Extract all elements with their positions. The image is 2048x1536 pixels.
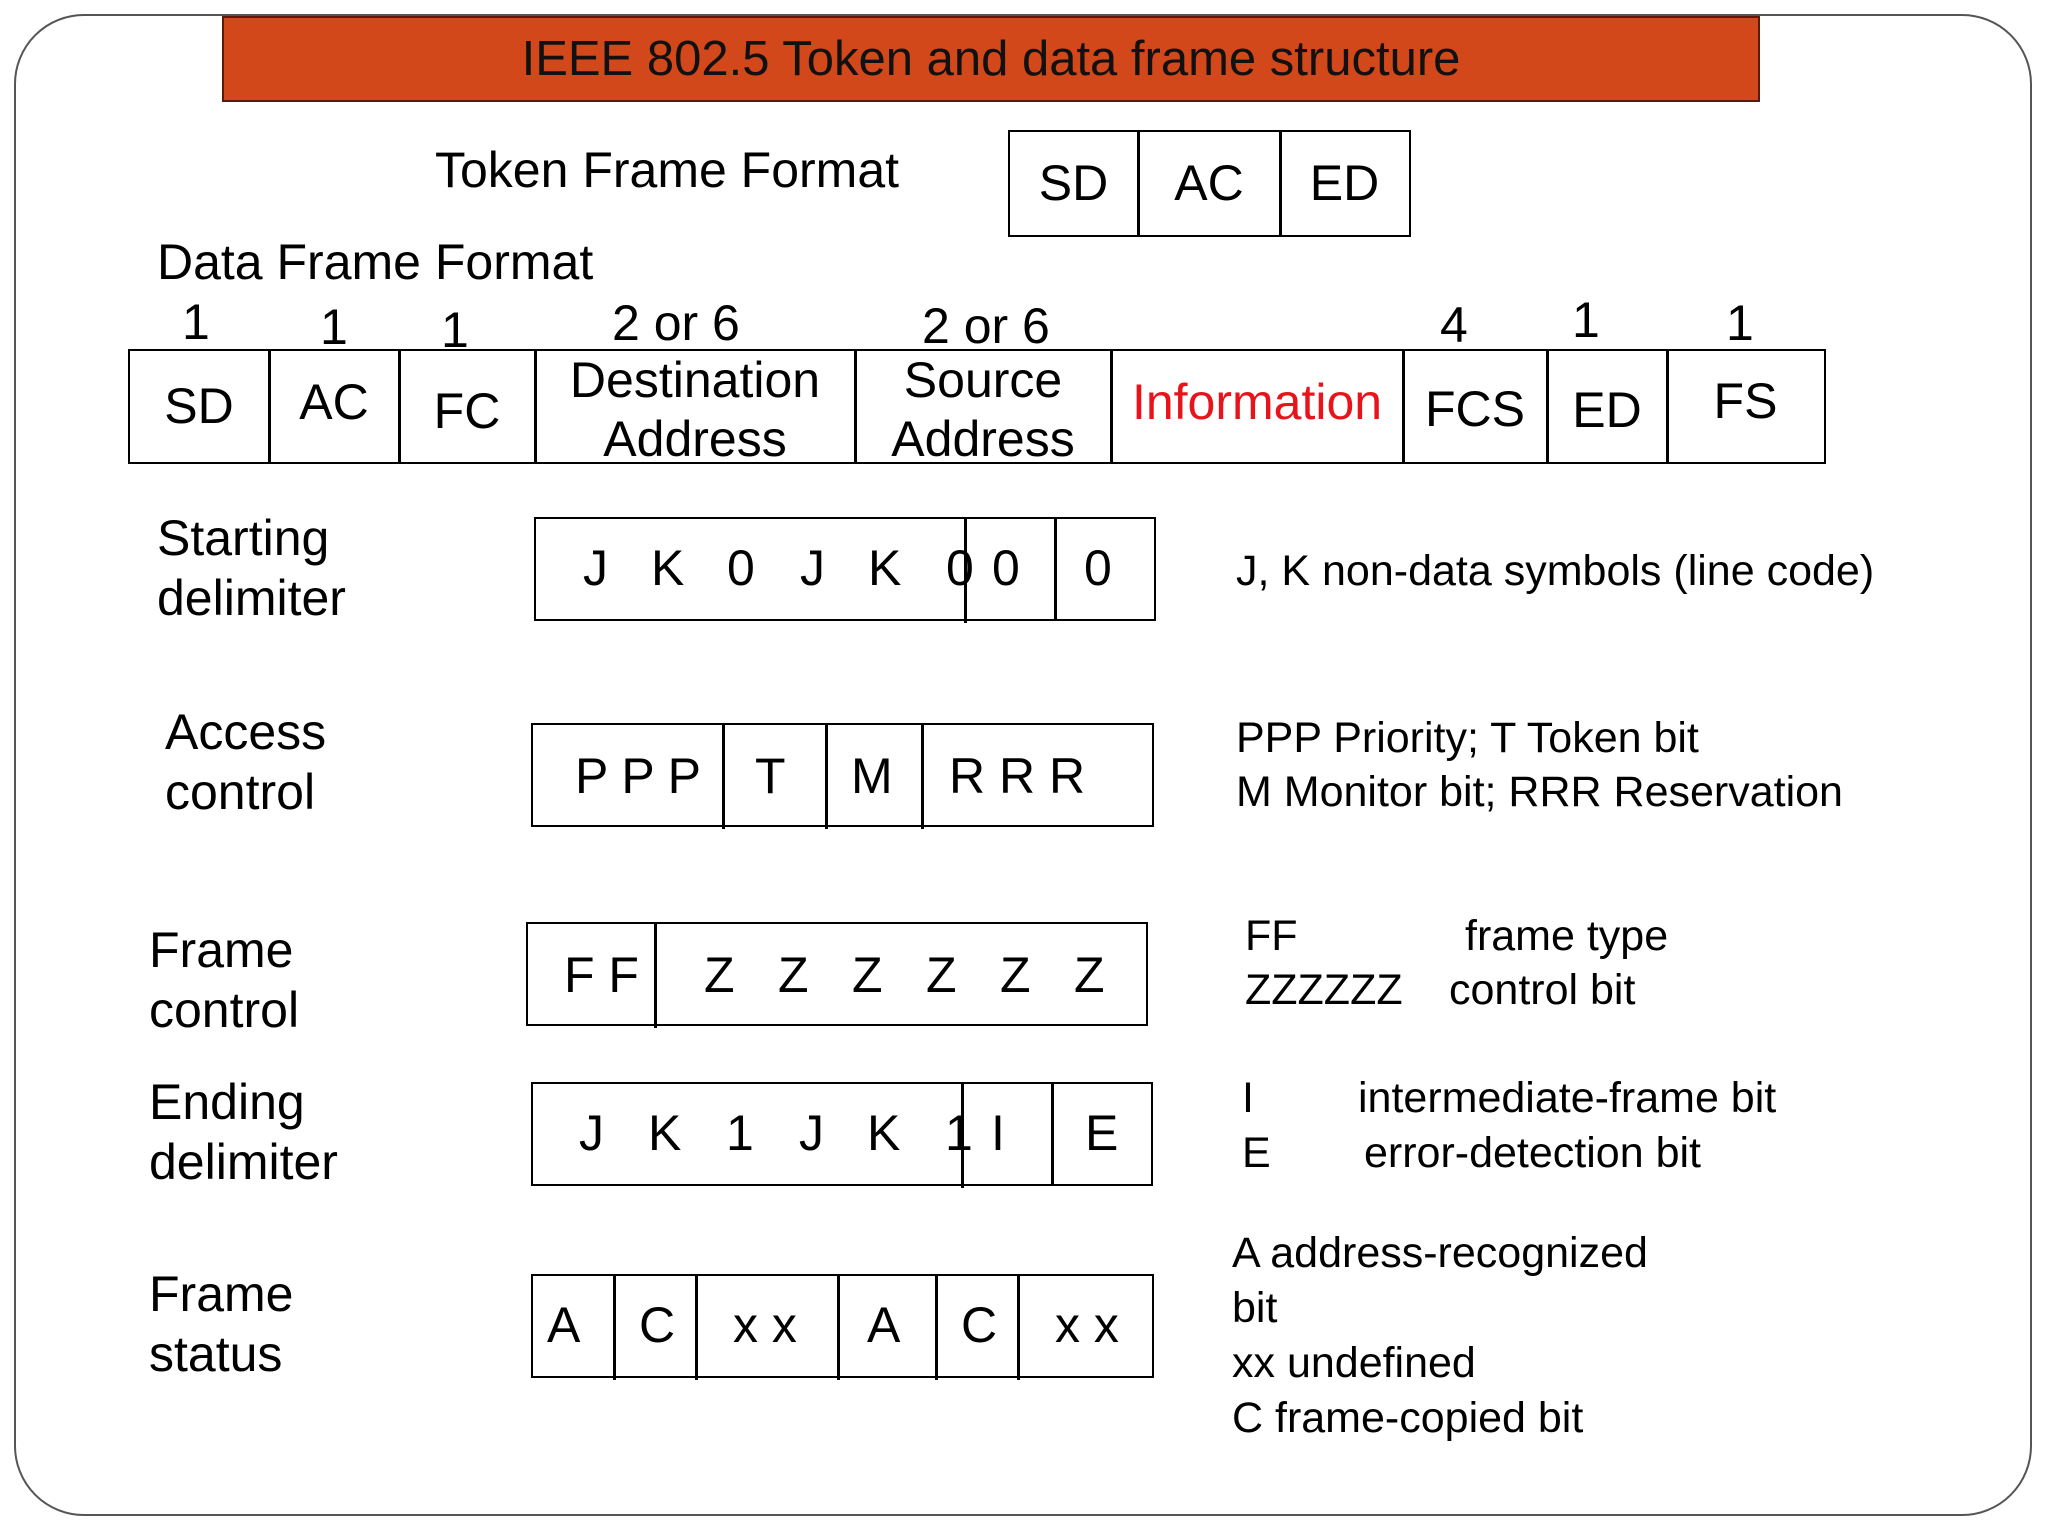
size-sd: 1 xyxy=(182,294,210,350)
size-fs: 1 xyxy=(1726,295,1754,351)
size-ed: 1 xyxy=(1572,292,1600,348)
sd-bit-7: 0 xyxy=(992,540,1020,596)
data-field-source-address: Source Address xyxy=(891,351,1075,467)
sd-bit-8: 0 xyxy=(1084,540,1112,596)
data-frame-diagram xyxy=(128,349,1826,467)
size-source: 2 or 6 xyxy=(922,298,1050,354)
data-field-information: Information xyxy=(1131,374,1383,430)
frame-control-diagram xyxy=(526,922,1148,1026)
ac-cell-token: T xyxy=(755,748,786,804)
ed-bit-5: K xyxy=(867,1105,901,1161)
data-frame-label: Data Frame Format xyxy=(157,234,594,290)
fc-cell-z1: Z xyxy=(704,947,735,1003)
sd-bit-3: 0 xyxy=(727,540,755,596)
token-field-ed: ED xyxy=(1309,155,1380,211)
ending-delimiter-diagram xyxy=(531,1082,1153,1186)
ed-bit-3: 1 xyxy=(726,1105,754,1161)
ac-cell-monitor: M xyxy=(851,748,893,804)
fs-cell-a1: A xyxy=(547,1297,581,1353)
token-frame-diagram xyxy=(1008,130,1411,237)
fs-cell-a2: A xyxy=(867,1297,901,1353)
fs-cell-c2: C xyxy=(961,1297,998,1353)
size-fc: 1 xyxy=(441,302,469,358)
fc-cell-ff: F F xyxy=(564,947,639,1003)
fs-cell-xx1: x x xyxy=(733,1297,797,1353)
size-destination: 2 or 6 xyxy=(612,295,740,351)
data-field-ed: ED xyxy=(1572,382,1642,438)
sd-bit-4: J xyxy=(800,540,825,596)
data-field-destination-address: Destination Address xyxy=(569,351,821,467)
fs-cell-c1: C xyxy=(639,1297,676,1353)
fs-cell-xx2: x x xyxy=(1055,1297,1119,1353)
sd-bit-2: K xyxy=(651,540,685,596)
access-control-description: PPP Priority; T Token bit M Monitor bit; RRR Reservation xyxy=(1236,714,1843,816)
ed-bit-6: 1 xyxy=(945,1105,973,1161)
access-control-diagram xyxy=(531,723,1154,827)
fc-cell-z3: Z xyxy=(852,947,883,1003)
frame-status-description: A address-recognized bit xx undefined C frame-copied bit xyxy=(1232,1229,1648,1442)
token-frame-label: Token Frame Format xyxy=(435,142,900,198)
frame-status-label: Frame status xyxy=(149,1266,294,1382)
starting-delimiter-label: Starting delimiter xyxy=(157,510,346,626)
ed-bit-intermediate: I xyxy=(991,1105,1005,1161)
sd-bit-5: K xyxy=(868,540,902,596)
ac-cell-reservation: R R R xyxy=(949,748,1086,804)
fc-cell-z2: Z xyxy=(778,947,809,1003)
starting-delimiter-description: J, K non-data symbols (line code) xyxy=(1236,547,1875,595)
data-field-fs: FS xyxy=(1713,373,1778,429)
fc-cell-z6: Z xyxy=(1074,947,1105,1003)
data-field-ac: AC xyxy=(299,374,369,430)
access-control-label: Access control xyxy=(165,704,327,820)
ed-bit-error: E xyxy=(1085,1105,1119,1161)
sd-bit-1: J xyxy=(583,540,608,596)
data-field-fc: FC xyxy=(433,383,501,439)
ending-delimiter-label: Ending delimiter xyxy=(149,1074,338,1190)
starting-delimiter-diagram xyxy=(534,517,1156,621)
token-field-ac: AC xyxy=(1174,155,1244,211)
ed-bit-2: K xyxy=(648,1105,682,1161)
token-field-sd: SD xyxy=(1038,155,1109,211)
fc-cell-z4: Z xyxy=(926,947,957,1003)
size-fcs: 4 xyxy=(1440,297,1468,353)
frame-status-diagram xyxy=(531,1274,1154,1378)
ed-bit-4: J xyxy=(799,1105,824,1161)
data-field-sd: SD xyxy=(164,378,234,434)
ed-bit-1: J xyxy=(579,1105,604,1161)
slide-title: IEEE 802.5 Token and data frame structure xyxy=(222,16,1760,102)
size-ac: 1 xyxy=(320,299,348,355)
data-field-fcs: FCS xyxy=(1425,381,1525,437)
fc-cell-z5: Z xyxy=(1000,947,1031,1003)
sd-bit-6: 0 xyxy=(946,540,974,596)
ac-cell-priority: P P P xyxy=(575,748,702,804)
frame-control-label: Frame control xyxy=(149,922,300,1038)
